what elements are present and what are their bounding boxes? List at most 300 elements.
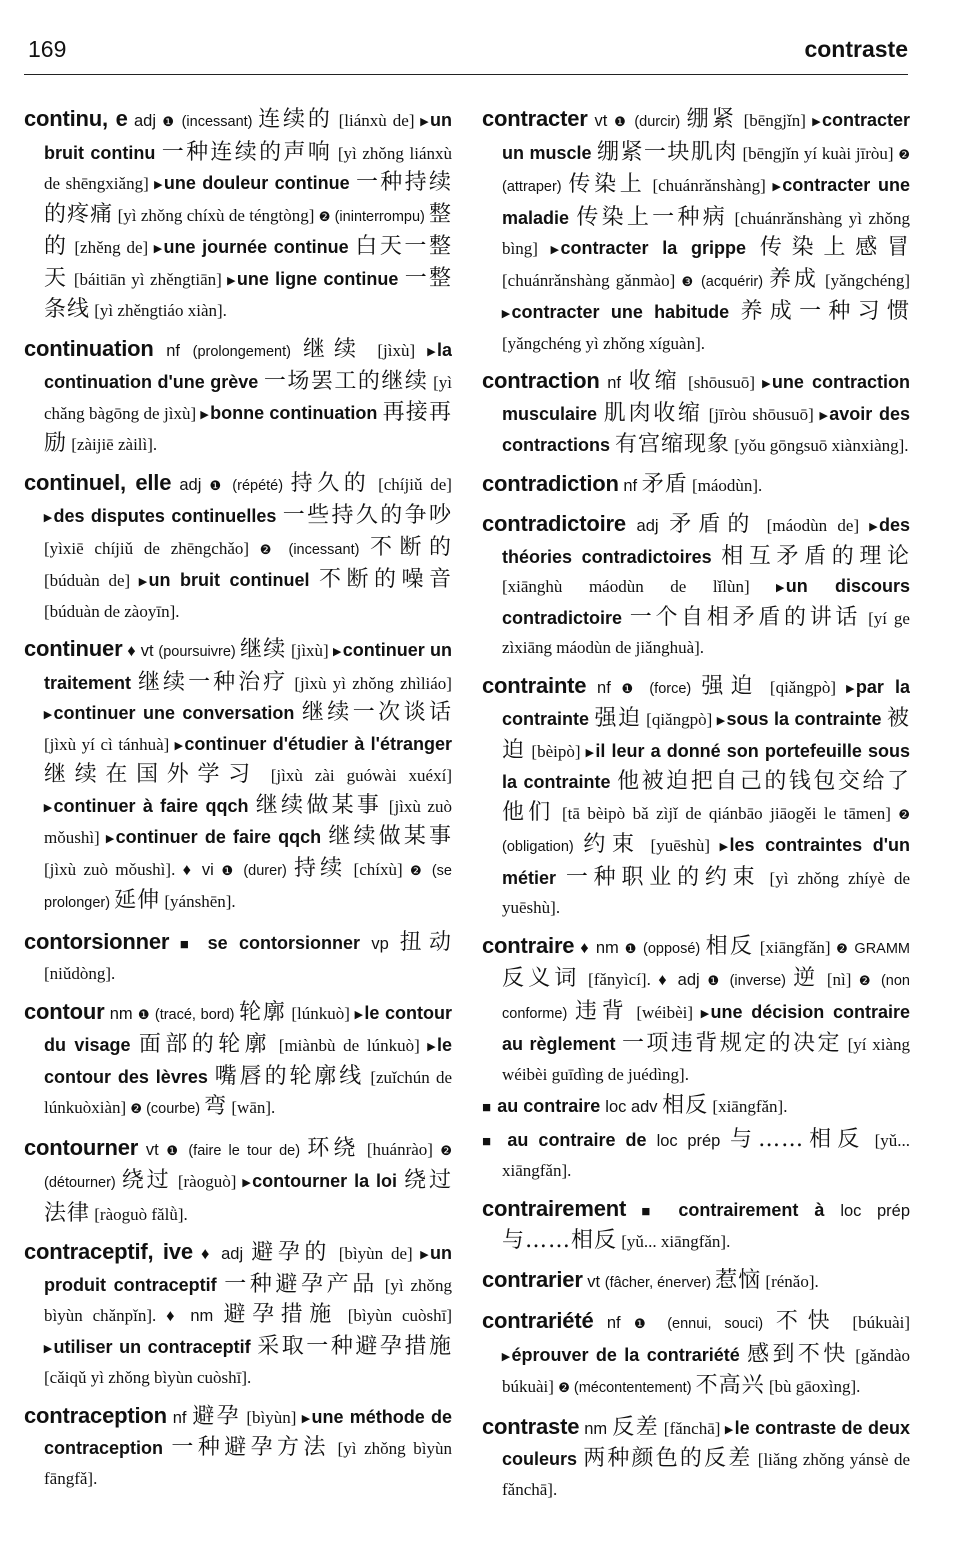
chinese-translation: 肌肉收缩	[603, 400, 703, 426]
sense-number: ❶	[137, 1006, 151, 1022]
headword: contraction	[482, 368, 600, 393]
sense-gloss: (prolongement)	[192, 343, 304, 360]
pinyin: [yí xiàng wéibèi guīdìng de juédìng].	[502, 1035, 910, 1084]
pinyin: [xiānghù máodùn de lǐlùn]	[502, 577, 777, 596]
sense-number: ❷	[898, 806, 910, 822]
pinyin: [tā bèipò bǎ zìjǐ de qiánbāo jiāogěi le tāmen]	[554, 803, 899, 823]
sense-gloss: GRAMM	[849, 940, 910, 957]
grammar-label: loc adv	[605, 1098, 663, 1116]
example-phrase: il leur a donné son portefeuille sous la contrainte	[502, 740, 910, 792]
chinese-translation: 面部的轮廓	[138, 1032, 272, 1057]
headword: contraceptif, ive	[24, 1239, 193, 1264]
pinyin: [máodùn de]	[756, 516, 870, 535]
chinese-translation: 继续	[240, 637, 287, 662]
pinyin: [jìxù zuò mǒushì]	[44, 796, 452, 847]
sense-gloss: (durcir)	[628, 114, 687, 130]
headword: contraste	[482, 1413, 580, 1439]
grammar-label: vp	[371, 934, 400, 953]
example-marker: ▸	[106, 830, 114, 847]
example-marker: ▸	[719, 838, 728, 855]
pinyin: [yǎngchéng yì zhǒng xíguàn].	[502, 333, 705, 353]
sense-gloss: (courbe)	[142, 1101, 205, 1117]
example-marker: ▸	[427, 342, 435, 360]
dictionary-entry	[24, 927, 452, 989]
example-marker: ▸	[44, 509, 52, 526]
pinyin: [huánrào]	[359, 1139, 441, 1159]
headword: contracter	[482, 106, 588, 131]
example-marker: ▸	[812, 113, 820, 130]
dictionary-subentry	[482, 1091, 910, 1123]
sense-number: ❷	[836, 940, 850, 956]
example-marker: ▸	[717, 712, 725, 729]
sense-gloss: (incessant)	[175, 114, 259, 130]
example-marker: ▸	[819, 406, 828, 424]
chinese-translation: 延伸	[114, 888, 161, 913]
example-phrase: au contraire	[497, 1096, 606, 1116]
chinese-translation: 传染上感冒	[759, 235, 910, 260]
grammar-label: ♦ adj	[192, 1245, 252, 1263]
grammar-label: vt	[582, 1272, 605, 1291]
pinyin: [chuánrǎnshàng]	[645, 176, 773, 195]
pinyin: [gǎndào búkuài]	[502, 1345, 910, 1396]
grammar-label: vt	[587, 112, 615, 130]
dictionary-entry	[24, 468, 452, 627]
chinese-translation: 传染上	[568, 172, 646, 197]
example-phrase: sous la contrainte	[726, 709, 887, 729]
chinese-translation: 避孕的	[251, 1240, 331, 1265]
dictionary-entry	[482, 366, 910, 461]
chinese-translation: 感到不快	[747, 1341, 849, 1367]
pinyin: [yì zhǒng bìyùn chǎnpǐn].	[44, 1275, 452, 1325]
example-marker: ▸	[200, 405, 209, 423]
example-phrase: bonne continuation	[210, 402, 383, 423]
pinyin: [yí ge zìxiāng máodùn de jiǎnghuà].	[502, 608, 910, 657]
grammar-label: nf	[599, 374, 629, 392]
example-phrase: continuer de faire qqch	[115, 827, 329, 847]
pinyin: [yǎngchéng]	[818, 270, 910, 290]
dictionary-entry	[24, 104, 452, 326]
sense-number: ❶	[633, 1316, 655, 1331]
sense-gloss: (détourner)	[44, 1175, 122, 1191]
pinyin: [liǎng zhǒng yánsè de fǎnchā].	[502, 1450, 910, 1499]
pinyin: [fǎnyìcí].	[580, 970, 659, 989]
pinyin: [búkuài]	[839, 1313, 910, 1332]
chinese-translation: 与……相反	[502, 1228, 618, 1253]
example-marker: ▸	[44, 706, 52, 723]
example-phrase: la continuation d'une grève	[44, 339, 452, 392]
pinyin: [zuǐchún de lúnkuòxiàn]	[44, 1067, 452, 1117]
example-phrase: contracter la grippe	[560, 238, 760, 258]
headword: continuation	[24, 335, 154, 361]
sense-number: ❷	[898, 146, 910, 162]
dictionary-entry	[24, 334, 452, 460]
example-marker: ▸	[154, 240, 162, 257]
pinyin: [chíjiǔ de]	[370, 474, 452, 494]
dictionary-entry	[482, 1306, 910, 1404]
dictionary-entry	[24, 634, 452, 919]
example-phrase: un bruit continu	[44, 110, 452, 163]
example-marker: ▸	[44, 1339, 52, 1357]
dictionary-entry	[482, 1194, 910, 1257]
grammar-label: loc prép	[656, 1131, 731, 1150]
example-phrase: contrairement à	[678, 1199, 841, 1220]
example-marker: ▸	[354, 1005, 363, 1023]
example-phrase: continuer un traitement	[44, 640, 452, 693]
chinese-translation: 反义词	[502, 966, 581, 991]
sense-number: ❶	[624, 940, 638, 956]
pinyin: [jìxù]	[365, 340, 428, 360]
headword: continu, e	[24, 106, 128, 131]
dictionary-entry	[24, 1237, 452, 1393]
pinyin: [yǔ... xiāngfǎn].	[502, 1130, 910, 1180]
chinese-translation: 持久的	[290, 470, 371, 496]
grammar-label: loc prép	[840, 1201, 910, 1220]
chinese-translation: 绷紧一块肌肉	[596, 139, 738, 165]
chinese-translation: 整的	[44, 201, 452, 259]
chinese-translation: 继续做某事	[255, 792, 383, 818]
example-marker: ▸	[227, 271, 235, 289]
example-phrase: avoir des contractions	[502, 403, 910, 455]
example-phrase: contracter une maladie	[502, 175, 910, 228]
sense-gloss: (poursuivre)	[158, 644, 240, 660]
dictionary-entry	[482, 509, 910, 663]
grammar-label: nm	[579, 1419, 613, 1438]
chinese-translation: 弯	[204, 1094, 228, 1119]
example-marker: ■	[482, 1099, 496, 1116]
headword: contour	[24, 998, 105, 1024]
example-marker: ▸	[725, 1420, 733, 1438]
page-number: 169	[28, 36, 67, 62]
pinyin: [lúnkuò]	[286, 1003, 355, 1023]
pinyin: [yì zhǒng chíxù de téngtòng]	[113, 205, 319, 225]
pinyin: [yì chǎng bàgōng de jìxù]	[44, 373, 452, 423]
chinese-translation: 收缩	[628, 369, 681, 394]
chinese-translation: 避孕	[192, 1403, 241, 1429]
pinyin: [wān].	[227, 1098, 276, 1117]
chinese-translation: 环绕	[307, 1135, 360, 1161]
grammar-label: vt	[138, 1140, 167, 1159]
chinese-translation: 两种颜色的反差	[583, 1446, 753, 1471]
chinese-translation: 不快	[775, 1309, 840, 1334]
chinese-translation: 惹恼	[715, 1267, 762, 1293]
pinyin: [yì zhǒng bìyùn fāngfǎ].	[44, 1439, 452, 1488]
grammar-label: nf	[153, 341, 193, 360]
dictionary-entry	[24, 1401, 452, 1494]
example-phrase: le contour du visage	[44, 1002, 452, 1055]
headword: contradictoire	[482, 511, 626, 536]
pinyin: [búduàn de zàoyīn].	[44, 601, 180, 621]
grammar-label: nf	[593, 1314, 634, 1332]
example-marker: ▸	[242, 1174, 251, 1191]
grammar-label: adj	[625, 517, 670, 535]
chinese-translation: 轮廓	[239, 999, 287, 1025]
sense-number: ❶	[614, 114, 629, 129]
example-marker: ▸	[846, 679, 854, 697]
sense-number: ❸	[681, 273, 696, 289]
example-phrase: une douleur continue	[163, 173, 356, 193]
chinese-translation: 强迫	[594, 706, 642, 731]
example-marker: ▸	[776, 579, 784, 596]
chinese-translation: 违背	[575, 998, 629, 1024]
chinese-translation: 逆	[793, 966, 820, 991]
headword: contrairement	[482, 1195, 627, 1221]
grammar-label: ♦ vi	[182, 860, 222, 879]
pinyin: [bìyùn]	[240, 1407, 302, 1427]
example-phrase: continuer à faire qqch	[53, 795, 256, 816]
grammar-label: ♦ vt	[122, 642, 159, 660]
grammar-label: ♦ nm	[166, 1307, 224, 1325]
dictionary-entry	[482, 469, 910, 502]
sense-gloss: (fâcher, énerver)	[604, 1274, 716, 1291]
pinyin: [qiǎngpò]	[759, 677, 847, 697]
chinese-translation: 被迫	[502, 706, 910, 763]
sense-number: ❶	[221, 862, 237, 878]
chinese-translation: 继续一次谈话	[301, 700, 452, 725]
example-phrase: éprouver de la contrariété	[511, 1344, 748, 1365]
chinese-translation: 连续的	[258, 107, 333, 132]
pinyin: [xiāngfǎn].	[708, 1097, 788, 1116]
chinese-translation: 相反	[662, 1093, 709, 1118]
example-phrase: une ligne continue	[236, 268, 405, 289]
pinyin: [yì zhǒng zhíyè de yuēshù].	[502, 868, 910, 917]
pinyin: [fǎnchā]	[659, 1418, 726, 1438]
chinese-translation: 强迫	[701, 673, 760, 699]
pinyin: [yánshēn].	[160, 892, 236, 911]
example-phrase: contourner la loi	[252, 1171, 405, 1191]
pinyin: [cǎiqǔ yì zhǒng bìyùn cuòshī].	[44, 1368, 252, 1387]
running-head: contraste	[804, 36, 908, 62]
sense-gloss: (non conforme)	[502, 973, 910, 1022]
chinese-translation: 持续	[293, 855, 347, 881]
pinyin: [niǔdòng].	[44, 964, 116, 983]
chinese-translation: 再接再励	[44, 399, 452, 456]
pinyin: [yǔ... xiāngfǎn].	[617, 1232, 731, 1251]
chinese-translation: 避孕措施	[223, 1302, 338, 1327]
pinyin: [xiāngfǎn]	[754, 937, 837, 957]
example-marker: ▸	[154, 176, 162, 193]
example-marker: ▸	[301, 1409, 310, 1427]
pinyin: [bèipò]	[526, 741, 586, 761]
dictionary-entry	[482, 1412, 910, 1505]
chinese-translation: 继续做某事	[328, 824, 452, 849]
headword: contourner	[24, 1134, 139, 1160]
dictionary-entry	[482, 1265, 910, 1299]
sense-number: ❷	[858, 973, 874, 988]
example-phrase: une contraction musculaire	[502, 372, 910, 424]
example-marker: ▸	[585, 743, 594, 761]
sense-number: ❶	[209, 477, 225, 493]
chinese-translation: 传染上一种病	[576, 204, 729, 230]
chinese-translation: 不断的	[369, 534, 452, 560]
pinyin: [yì zhěngtiáo xiàn].	[90, 301, 227, 320]
headword: continuer	[24, 636, 123, 661]
sense-gloss: (ennui, souci)	[654, 1316, 776, 1332]
chinese-translation: 绕过	[121, 1168, 172, 1193]
left-column	[24, 104, 452, 1524]
example-marker: ▸	[701, 1004, 709, 1022]
chinese-translation: 扭动	[399, 929, 452, 955]
example-phrase: une méthode de contraception	[44, 1406, 452, 1458]
sense-gloss: (ininterrompu)	[330, 208, 429, 225]
sense-number: ❶	[621, 680, 640, 696]
headword: contraire	[482, 932, 575, 958]
chinese-translation: 一整条线	[44, 265, 452, 322]
pinyin: [ràoguò]	[171, 1172, 243, 1191]
pinyin: [miànbù de lúnkuò]	[271, 1036, 428, 1055]
pinyin: [máodùn].	[687, 475, 763, 495]
dictionary-subentry	[482, 1125, 910, 1186]
pinyin: [yuēshù]	[640, 836, 720, 855]
chinese-translation: 矛盾的	[669, 512, 757, 537]
pinyin: [jīròu shōusuō]	[702, 404, 820, 424]
sense-gloss: (mécontentement)	[569, 1380, 696, 1396]
sense-number: ❷	[130, 1101, 143, 1116]
chinese-translation: 他被迫把自己的钱包交给了他们	[502, 769, 910, 825]
headword: contrariété	[482, 1308, 594, 1333]
example-phrase: une journée continue	[163, 237, 356, 257]
example-marker: ▸	[420, 1246, 428, 1263]
chinese-translation: 继续	[303, 336, 366, 362]
pinyin: [qiǎngpò]	[641, 710, 717, 729]
pinyin: [yì zhǒng liánxù de shēngxiǎng]	[44, 143, 452, 193]
chinese-translation: 相反	[705, 933, 755, 959]
example-phrase: un discours contradictoire	[502, 576, 910, 628]
chinese-translation: 一种避孕产品	[224, 1271, 378, 1297]
chinese-translation: 有宫缩现象	[615, 432, 731, 457]
pinyin: [nì]	[819, 970, 859, 989]
example-phrase: contracter une habitude	[511, 302, 741, 322]
sense-gloss: (attraper)	[502, 179, 569, 195]
headword: contradiction	[482, 470, 619, 496]
page-header	[24, 34, 908, 75]
example-phrase: se contorsionner	[207, 932, 372, 953]
example-marker: ▸	[772, 178, 781, 195]
right-column	[482, 104, 910, 1524]
pinyin: [jìxù zài guówài xuéxí]	[258, 766, 452, 785]
example-phrase: un bruit continuel	[148, 570, 319, 590]
grammar-label: nf	[166, 1408, 193, 1427]
pinyin: [jìxù zuò mǒushì].	[44, 859, 183, 879]
dictionary-entry	[24, 997, 452, 1125]
dictionary-entry	[482, 931, 910, 1090]
pinyin: [bù gāoxìng].	[764, 1377, 861, 1396]
chinese-translation: 采取一种避孕措施	[257, 1333, 452, 1359]
pinyin: [jìxù]	[286, 641, 334, 660]
example-marker: ▸	[550, 241, 559, 258]
sense-gloss: (force)	[639, 680, 702, 697]
chinese-translation: 相互矛盾的理论	[721, 543, 910, 569]
grammar-label: nf	[586, 678, 622, 697]
headword: contraception	[24, 1402, 167, 1428]
example-marker: ▸	[138, 573, 147, 590]
pinyin: [ràoguò fǎlǜ].	[90, 1204, 188, 1224]
chinese-translation: 白天一整天	[44, 234, 452, 291]
sense-gloss: (opposé)	[637, 940, 706, 957]
sense-gloss: (incessant)	[277, 541, 370, 558]
dictionary-entry	[24, 1133, 452, 1230]
example-phrase: contracter un muscle	[502, 110, 910, 163]
example-marker: ▸	[333, 643, 341, 660]
chinese-translation: 继续在国外学习	[44, 762, 259, 787]
chinese-translation: 绷紧	[686, 107, 738, 132]
pinyin: [chíxù]	[346, 859, 410, 879]
pinyin: [chuánrǎnshàng gǎnmào]	[502, 270, 682, 290]
chinese-translation: 一项违背规定的决定	[621, 1031, 842, 1056]
example-phrase: utiliser un contraceptif	[53, 1336, 258, 1357]
example-marker: ▸	[762, 375, 770, 392]
example-marker: ▸	[427, 1038, 435, 1055]
sense-gloss: (se prolonger)	[44, 862, 452, 911]
example-marker: ■	[482, 1132, 506, 1150]
sense-gloss: (inverse)	[722, 973, 794, 989]
sense-gloss: (faire le tour de)	[181, 1142, 308, 1159]
dictionary-entry	[482, 671, 910, 923]
pinyin: [zàijiē zàilì].	[67, 435, 158, 454]
pinyin: [bēngjǐn]	[737, 111, 813, 130]
sense-number: ❶	[166, 1142, 182, 1158]
example-marker: ▸	[869, 518, 877, 535]
pinyin: [wéibèi]	[628, 1002, 701, 1022]
chinese-translation: 嘴唇的轮廓线	[214, 1063, 365, 1089]
grammar-label: nf	[618, 476, 642, 495]
sense-number: ❶	[162, 114, 176, 129]
pinyin: [liánxù de]	[332, 111, 421, 130]
example-phrase: les contraintes d'un métier	[502, 835, 910, 888]
chinese-translation: 一种职业的约束	[565, 864, 761, 890]
headword: contrainte	[482, 672, 587, 698]
pinyin: [rénǎo].	[761, 1271, 819, 1291]
grammar-label: adj	[171, 475, 210, 494]
pinyin: [yǒu gōngsuō xiànxiàng].	[730, 436, 909, 455]
chinese-translation: 一种连续的声响	[161, 139, 333, 165]
grammar-label: nm	[104, 1004, 138, 1023]
grammar-label: ♦ adj	[658, 971, 708, 989]
pinyin: [búduàn de]	[44, 571, 139, 590]
headword: continuel, elle	[24, 469, 172, 495]
example-phrase: des théories contradictoires	[502, 515, 910, 567]
sense-number: ❷	[440, 1142, 452, 1158]
example-phrase: par la contrainte	[502, 676, 910, 729]
sense-gloss: (tracé, bord)	[150, 1006, 240, 1023]
pinyin: [jìxù yí cì tánhuà]	[44, 734, 175, 754]
pinyin: [yìxiē chíjiǔ de zhēngchǎo]	[44, 538, 260, 558]
headword: contrarier	[482, 1266, 583, 1292]
example-marker: ▸	[174, 736, 183, 754]
example-phrase: le contraste de deux couleurs	[502, 1417, 910, 1469]
pinyin: [zhěng de]	[68, 238, 154, 257]
pinyin: [báitiān yì zhěngtiān]	[68, 269, 228, 289]
example-phrase: continuer une conversation	[53, 703, 302, 723]
sense-number: ❷	[409, 862, 425, 878]
grammar-label: adj	[127, 112, 163, 130]
chinese-translation: 反差	[612, 1414, 660, 1440]
example-phrase: un produit contraceptif	[44, 1243, 452, 1295]
chinese-translation: 一种避孕方法	[171, 1435, 330, 1460]
sense-number: ❷	[558, 1380, 570, 1395]
chinese-translation: 矛盾	[641, 471, 688, 497]
example-marker: ■	[626, 1202, 677, 1220]
chinese-translation: 约束	[583, 832, 641, 857]
example-phrase: des disputes continuelles	[53, 506, 283, 526]
chinese-translation: 一个自相矛盾的讲话	[629, 604, 862, 630]
sense-gloss: (durer)	[236, 862, 294, 879]
chinese-translation: 不断的噪音	[318, 567, 452, 592]
example-marker: ▸	[502, 1347, 510, 1365]
chinese-translation: 养成一种习惯	[740, 299, 910, 324]
example-marker: ▸	[502, 305, 510, 322]
chinese-translation: 一种持续的疼痛	[44, 170, 452, 227]
example-marker: ■	[169, 935, 206, 953]
